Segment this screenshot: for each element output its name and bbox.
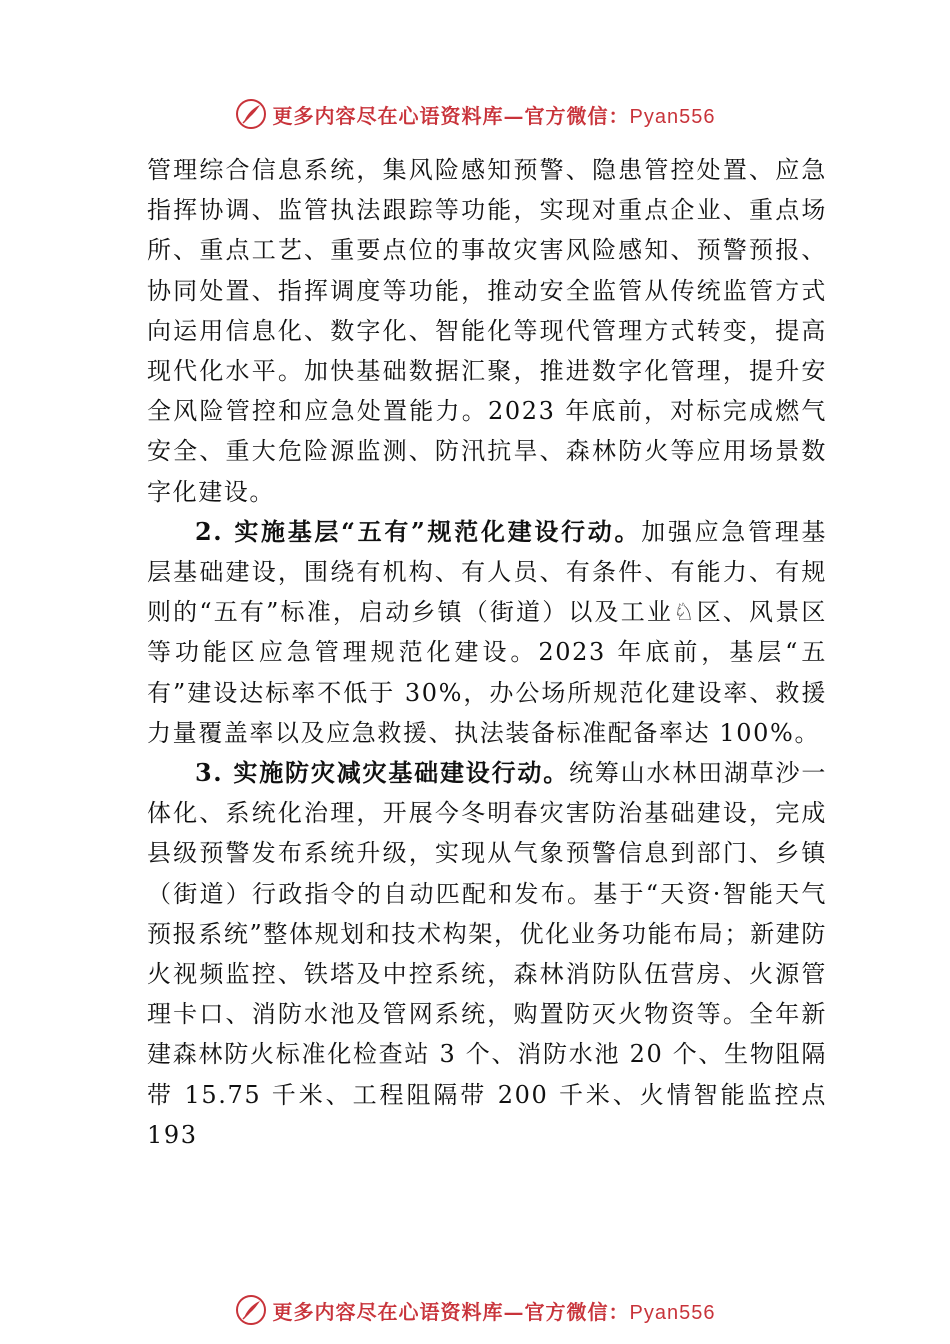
feather-logo-icon — [235, 1294, 267, 1326]
header-banner — [0, 94, 950, 134]
footer-banner-text: 更多内容尽在心语资料库—官方微信：Pyan556 — [272, 1299, 716, 1324]
paragraph-2-heading: 2. 实施基层“五有”规范化建设行动。 — [195, 516, 642, 546]
document-body — [147, 150, 827, 1155]
header-banner-text: 更多内容尽在心语资料库—官方微信：Pyan556 — [272, 103, 716, 128]
paragraph-2-body: 加强应急管理基层基础建设，围绕有机构、有人员、有条件、有能力、有规则的“五有”标准，启动乡镇（街道）以及工业♘区、风景区等功能区应急管理规范化建设。2023 年底前，基层“五有”建设达标率不低于 30%，办公场所规范化建设率、救援力量覆盖率以及应急救援、执法装备标准配备率达 100%。 — [147, 517, 828, 747]
footer-wechat-id: Pyan556 — [629, 1301, 716, 1324]
footer-banner — [0, 1290, 950, 1330]
paragraph-1: 管理综合信息系统，集风险感知预警、隐患管控处置、应急指挥协调、监管执法跟踪等功能，实现对重点企业、重点场所、重点工艺、重要点位的事故灾害风险感知、预警预报、 协同处置、指挥调度等功能，推动安全监管从传统监管方式向运用信息化、数字化、智能化等现代管理方式转变，提高现代化水平。加快基础数据汇聚，推进数字化管理，提升安全风险管控和应急处置能力。2023 年底前，对标完成燃气安全、重大危险源监测、防汛抗旱、森林防火等应用场景数字化建设。 — [147, 156, 827, 506]
feather-logo-icon — [235, 98, 267, 130]
paragraph-3 — [147, 753, 827, 1155]
header-wechat-id: Pyan556 — [629, 105, 716, 128]
paragraph-3-body: 统筹山水林田湖草沙一体化、系统化治理，开展今冬明春灾害防治基础建设，完成县级预警发布系统升级，实现从气象预警信息到部门、乡镇（街道）行政指令的自动匹配和发布。基于“天资·智能天气预报系统”整体规划和技术构架，优化业务功能布局；新建防火视频监控、铁塔及中控系统，森林消防队伍营房、火源管理卡口、消防水池及管网系统，购置防灭火物资等。全年新 建森林防火标准化检查站 3 个、消防水池 20 个、生物阻隔带 15.75 千米、工程阻隔带 200 千米、火情智能监控点 193 — [147, 759, 827, 1149]
paragraph-2 — [147, 512, 827, 753]
paragraph-3-heading: 3. 实施防灾减灾基础建设行动。 — [195, 758, 570, 788]
